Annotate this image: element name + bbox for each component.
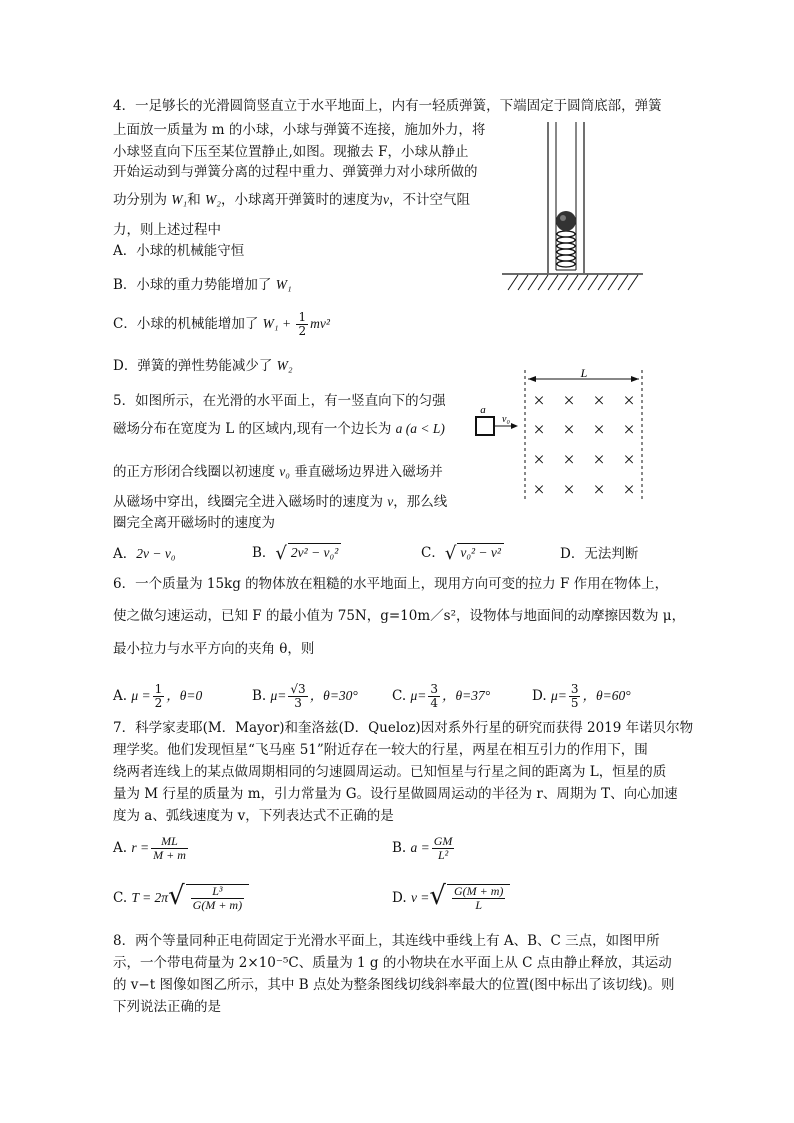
q5-line3 xyxy=(113,463,443,481)
q8-line3: 的 v−t 图像如图乙所示，其中 B 点处为整条图线切线斜率最大的位置(图中标出了该切线)。则 xyxy=(113,977,675,993)
q6-option-a-den: 2 xyxy=(154,696,163,710)
q6-option-d-num: 3 xyxy=(570,682,579,696)
svg-text:×: × xyxy=(623,449,635,471)
q4-line5-text-b: ，小球离开弹簧时的速度为 xyxy=(221,192,383,208)
q7-option-a-lhs: r = xyxy=(131,840,150,855)
coil-square-icon xyxy=(476,417,494,435)
q6-option-b xyxy=(252,683,358,710)
sqrt-icon: √ xyxy=(429,881,446,911)
q6-line2: 使之做匀速运动，已知 F 的最小值为 75N，g=10m／s²，设物体与地面间的动摩擦因数为 μ， xyxy=(113,608,686,624)
q4-option-d-text: D．弹簧的弹性势能减少了 xyxy=(113,358,277,374)
q5-line2 xyxy=(113,420,445,438)
q5-option-a-label: A． xyxy=(113,546,137,562)
q7-option-d-den: L xyxy=(475,898,483,912)
q4-line5-text-c: ，不计空气阻 xyxy=(389,192,470,208)
q6-option-d-theta: ，θ=60° xyxy=(582,688,631,703)
q6-option-a-mu: μ = xyxy=(131,688,151,703)
q5-line3-text-a: 的正方形闭合线圈以初速度 xyxy=(113,464,280,480)
fig-label-L: L xyxy=(580,366,588,380)
q6-option-a-num: 1 xyxy=(154,682,163,696)
q4-option-d xyxy=(113,357,293,375)
svg-text:×: × xyxy=(593,390,605,412)
q6-option-c-den: 4 xyxy=(430,696,438,710)
svg-text:×: × xyxy=(623,390,635,412)
q5-line4-text-b: ，那么线 xyxy=(393,494,448,510)
q7-line4: 量为 M 行星的质量为 m，引力常量为 G。设行星做圆周运动的半径为 r、周期为 T、向心加速 xyxy=(113,786,678,802)
q7-option-c-frac xyxy=(191,885,244,912)
q7-option-b-frac xyxy=(432,835,455,862)
q4-option-d-math: W₂ xyxy=(276,358,293,373)
q5-option-d: D．无法判断 xyxy=(560,546,639,562)
q7-option-a-num: ML xyxy=(151,835,188,849)
svg-text:×: × xyxy=(533,449,545,471)
svg-text:×: × xyxy=(533,390,545,412)
q7-option-a-frac xyxy=(151,835,188,862)
q7-option-d-frac xyxy=(452,885,505,912)
svg-text:×: × xyxy=(593,479,605,501)
q5-line3-math: v₀ xyxy=(279,464,290,479)
q6-option-c-theta: ，θ=37° xyxy=(441,688,491,703)
q5-line2-math: a (a < L) xyxy=(395,421,445,436)
q5-option-c-label: C． xyxy=(421,545,445,561)
q5-line4-text-a: 从磁场中穿出，线圈完全进入磁场时的速度为 xyxy=(113,494,388,510)
q4-option-c-fraction xyxy=(296,311,308,338)
svg-text:×: × xyxy=(533,479,545,501)
q8-line2: 示，一个带电荷量为 2×10⁻⁵C、质量为 1 g 的小物块在水平面上从 C 点由静止释放，其运动 xyxy=(113,955,672,971)
q7-option-c-num: L³ xyxy=(191,885,244,899)
q7-option-c xyxy=(113,881,249,912)
q4-cylinder-figure xyxy=(500,118,645,298)
q6-option-c-frac xyxy=(428,683,440,710)
q8-line4: 下列说法正确的是 xyxy=(113,999,221,1015)
q6-option-b-label: B. xyxy=(252,688,267,704)
q6-option-b-frac xyxy=(288,683,307,710)
q6-option-a xyxy=(113,683,202,710)
q6-option-d-frac xyxy=(569,683,581,710)
svg-text:×: × xyxy=(563,419,575,441)
fig-label-v0: v₀ xyxy=(502,414,510,425)
fig-label-a: a xyxy=(480,404,486,416)
q6-option-a-theta: ，θ=0 xyxy=(166,688,203,703)
q5-option-b xyxy=(252,543,341,563)
q7-line1: 7．科学家麦耶(M．Mayor)和奎洛兹(D．Queloz)因对系外行星的研究而获得 2019 年诺贝尔物 xyxy=(113,720,694,736)
q4-line5-text-a: 功分别为 xyxy=(113,192,172,208)
q4-and: 和 xyxy=(187,192,206,208)
q8-line1: 8．两个等量同种正电荷固定于光滑水平面上，其连线中垂线上有 A、B、C 三点，如图甲所 xyxy=(113,933,660,949)
q4-option-c-frac-num: 1 xyxy=(298,310,307,324)
q5-line5: 圈完全离开磁场时的速度为 xyxy=(113,515,275,531)
q7-option-b xyxy=(392,835,456,862)
q4-w1: W₁ xyxy=(171,192,188,207)
q7-option-d-lhs: v = xyxy=(410,890,430,905)
svg-text:×: × xyxy=(563,479,575,501)
q7-option-c-radicand xyxy=(186,884,249,912)
q7-option-d-num: G(M + m) xyxy=(454,884,504,898)
q4-option-c xyxy=(113,311,330,338)
q4-line2: 上面放一质量为 m 的小球，小球与弹簧不连接，施加外力，将 xyxy=(113,122,486,138)
q6-option-b-num: √3 xyxy=(290,682,306,696)
q5-option-a xyxy=(113,545,176,563)
svg-text:×: × xyxy=(563,390,575,412)
q6-option-a-label: A. xyxy=(113,688,128,704)
svg-text:×: × xyxy=(593,419,605,441)
q7-option-c-label: C. xyxy=(113,890,128,906)
q6-option-b-den: 3 xyxy=(294,696,302,710)
q5-option-b-label: B． xyxy=(252,545,276,561)
q7-option-a-den: M + m xyxy=(153,848,186,862)
q6-option-a-frac xyxy=(153,683,165,710)
q6-option-d-den: 5 xyxy=(570,696,579,710)
q4-option-b xyxy=(113,276,292,294)
svg-text:×: × xyxy=(623,479,635,501)
q6-option-d-mu: μ= xyxy=(550,688,567,703)
svg-text:×: × xyxy=(563,449,575,471)
q5-line4 xyxy=(113,493,447,511)
q7-option-c-den: G(M + m) xyxy=(192,898,243,912)
q5-line1: 5．如图所示，在光滑的水平面上，有一竖直向下的匀强 xyxy=(113,393,446,409)
q7-option-b-num: GM xyxy=(433,834,453,848)
q4-line5 xyxy=(113,191,470,209)
q4-option-b-math: W₁ xyxy=(275,277,292,292)
q7-option-d xyxy=(392,881,510,912)
q7-line2: 理学奖。他们发现恒星“飞马座 51”附近存在一较大的行星，两星在相互引力的作用下，围 xyxy=(113,742,648,758)
q4-option-c-text: C．小球的机械能增加了 xyxy=(113,316,263,332)
sqrt-icon: √ xyxy=(275,543,287,564)
q4-option-c-math-b: mv² xyxy=(310,316,330,331)
q6-option-b-mu: μ= xyxy=(270,688,287,703)
spring-icon xyxy=(557,231,575,267)
q7-option-d-label: D. xyxy=(392,890,407,906)
q6-option-c-label: C. xyxy=(392,688,407,704)
sqrt-icon: √ xyxy=(444,543,457,564)
q7-line5: 度为 a、弧线速度为 v，下列表达式不正确的是 xyxy=(113,808,394,824)
q4-line6: 力，则上述过程中 xyxy=(113,222,221,238)
q5-line2-text: 磁场分布在宽度为 L 的区域内,现有一个边长为 xyxy=(113,421,396,437)
q4-option-c-math-a: W₁ + xyxy=(262,316,295,331)
q6-option-c-mu: μ= xyxy=(410,688,427,703)
q6-option-d-label: D. xyxy=(532,688,547,704)
q7-line3: 绕两者连线上的某点做周期相同的匀速圆周运动。已知恒星与行星之间的距离为 L，恒星的质 xyxy=(113,764,667,780)
svg-text:×: × xyxy=(533,419,545,441)
q6-option-c-num: 3 xyxy=(430,682,438,696)
q6-line1: 6．一个质量为 15kg 的物体放在粗糙的水平地面上，现用方向可变的拉力 F 作用在物体上， xyxy=(113,576,669,592)
q6-option-c xyxy=(392,683,490,710)
q7-option-c-lhs: T = 2π xyxy=(131,890,169,905)
q6-line3: 最小拉力与水平方向的夹角 θ，则 xyxy=(113,641,315,657)
q4-w2: W₂ xyxy=(205,192,221,207)
ball-icon xyxy=(556,211,576,231)
q4-option-a: A．小球的机械能守恒 xyxy=(113,243,245,259)
q7-option-b-den: L² xyxy=(437,848,449,862)
q4-option-b-text: B．小球的重力势能增加了 xyxy=(113,277,276,293)
q5-magnetic-field-figure xyxy=(470,365,650,505)
q4-option-c-frac-den: 2 xyxy=(298,324,307,338)
q4-line1: 4．一足够长的光滑圆筒竖直立于水平地面上，内有一轻质弹簧，下端固定于圆筒底部，弹簧 xyxy=(113,98,662,114)
q5-option-c-math: v₀² − v² xyxy=(457,543,504,562)
q5-option-c xyxy=(421,543,504,563)
field-cross-icons xyxy=(533,390,634,501)
q4-line3: 小球竖直向下压至某位置静止,如图。现撤去 F，小球从静止 xyxy=(113,144,469,160)
q6-option-b-theta: ，θ=30° xyxy=(309,688,358,703)
q5-option-a-math: 2v − v₀ xyxy=(136,546,176,561)
sqrt-icon: √ xyxy=(168,881,185,911)
q5-line3-text-b: 垂直磁场边界进入磁场并 xyxy=(289,464,443,480)
q7-option-b-label: B. xyxy=(392,840,407,856)
q7-option-d-radicand xyxy=(447,884,510,912)
svg-text:×: × xyxy=(623,419,635,441)
q4-v: v xyxy=(383,192,389,207)
q7-option-a-label: A. xyxy=(113,840,128,856)
q6-option-d xyxy=(532,683,631,710)
q5-option-b-math: 2v² − v₀² xyxy=(288,543,341,562)
q7-option-a xyxy=(113,835,190,862)
q4-line4: 开始运动到与弹簧分离的过程中重力、弹簧弹力对小球所做的 xyxy=(113,164,478,180)
q7-option-b-lhs: a = xyxy=(410,840,430,855)
q5-line4-math: v xyxy=(387,494,394,509)
svg-text:×: × xyxy=(593,449,605,471)
